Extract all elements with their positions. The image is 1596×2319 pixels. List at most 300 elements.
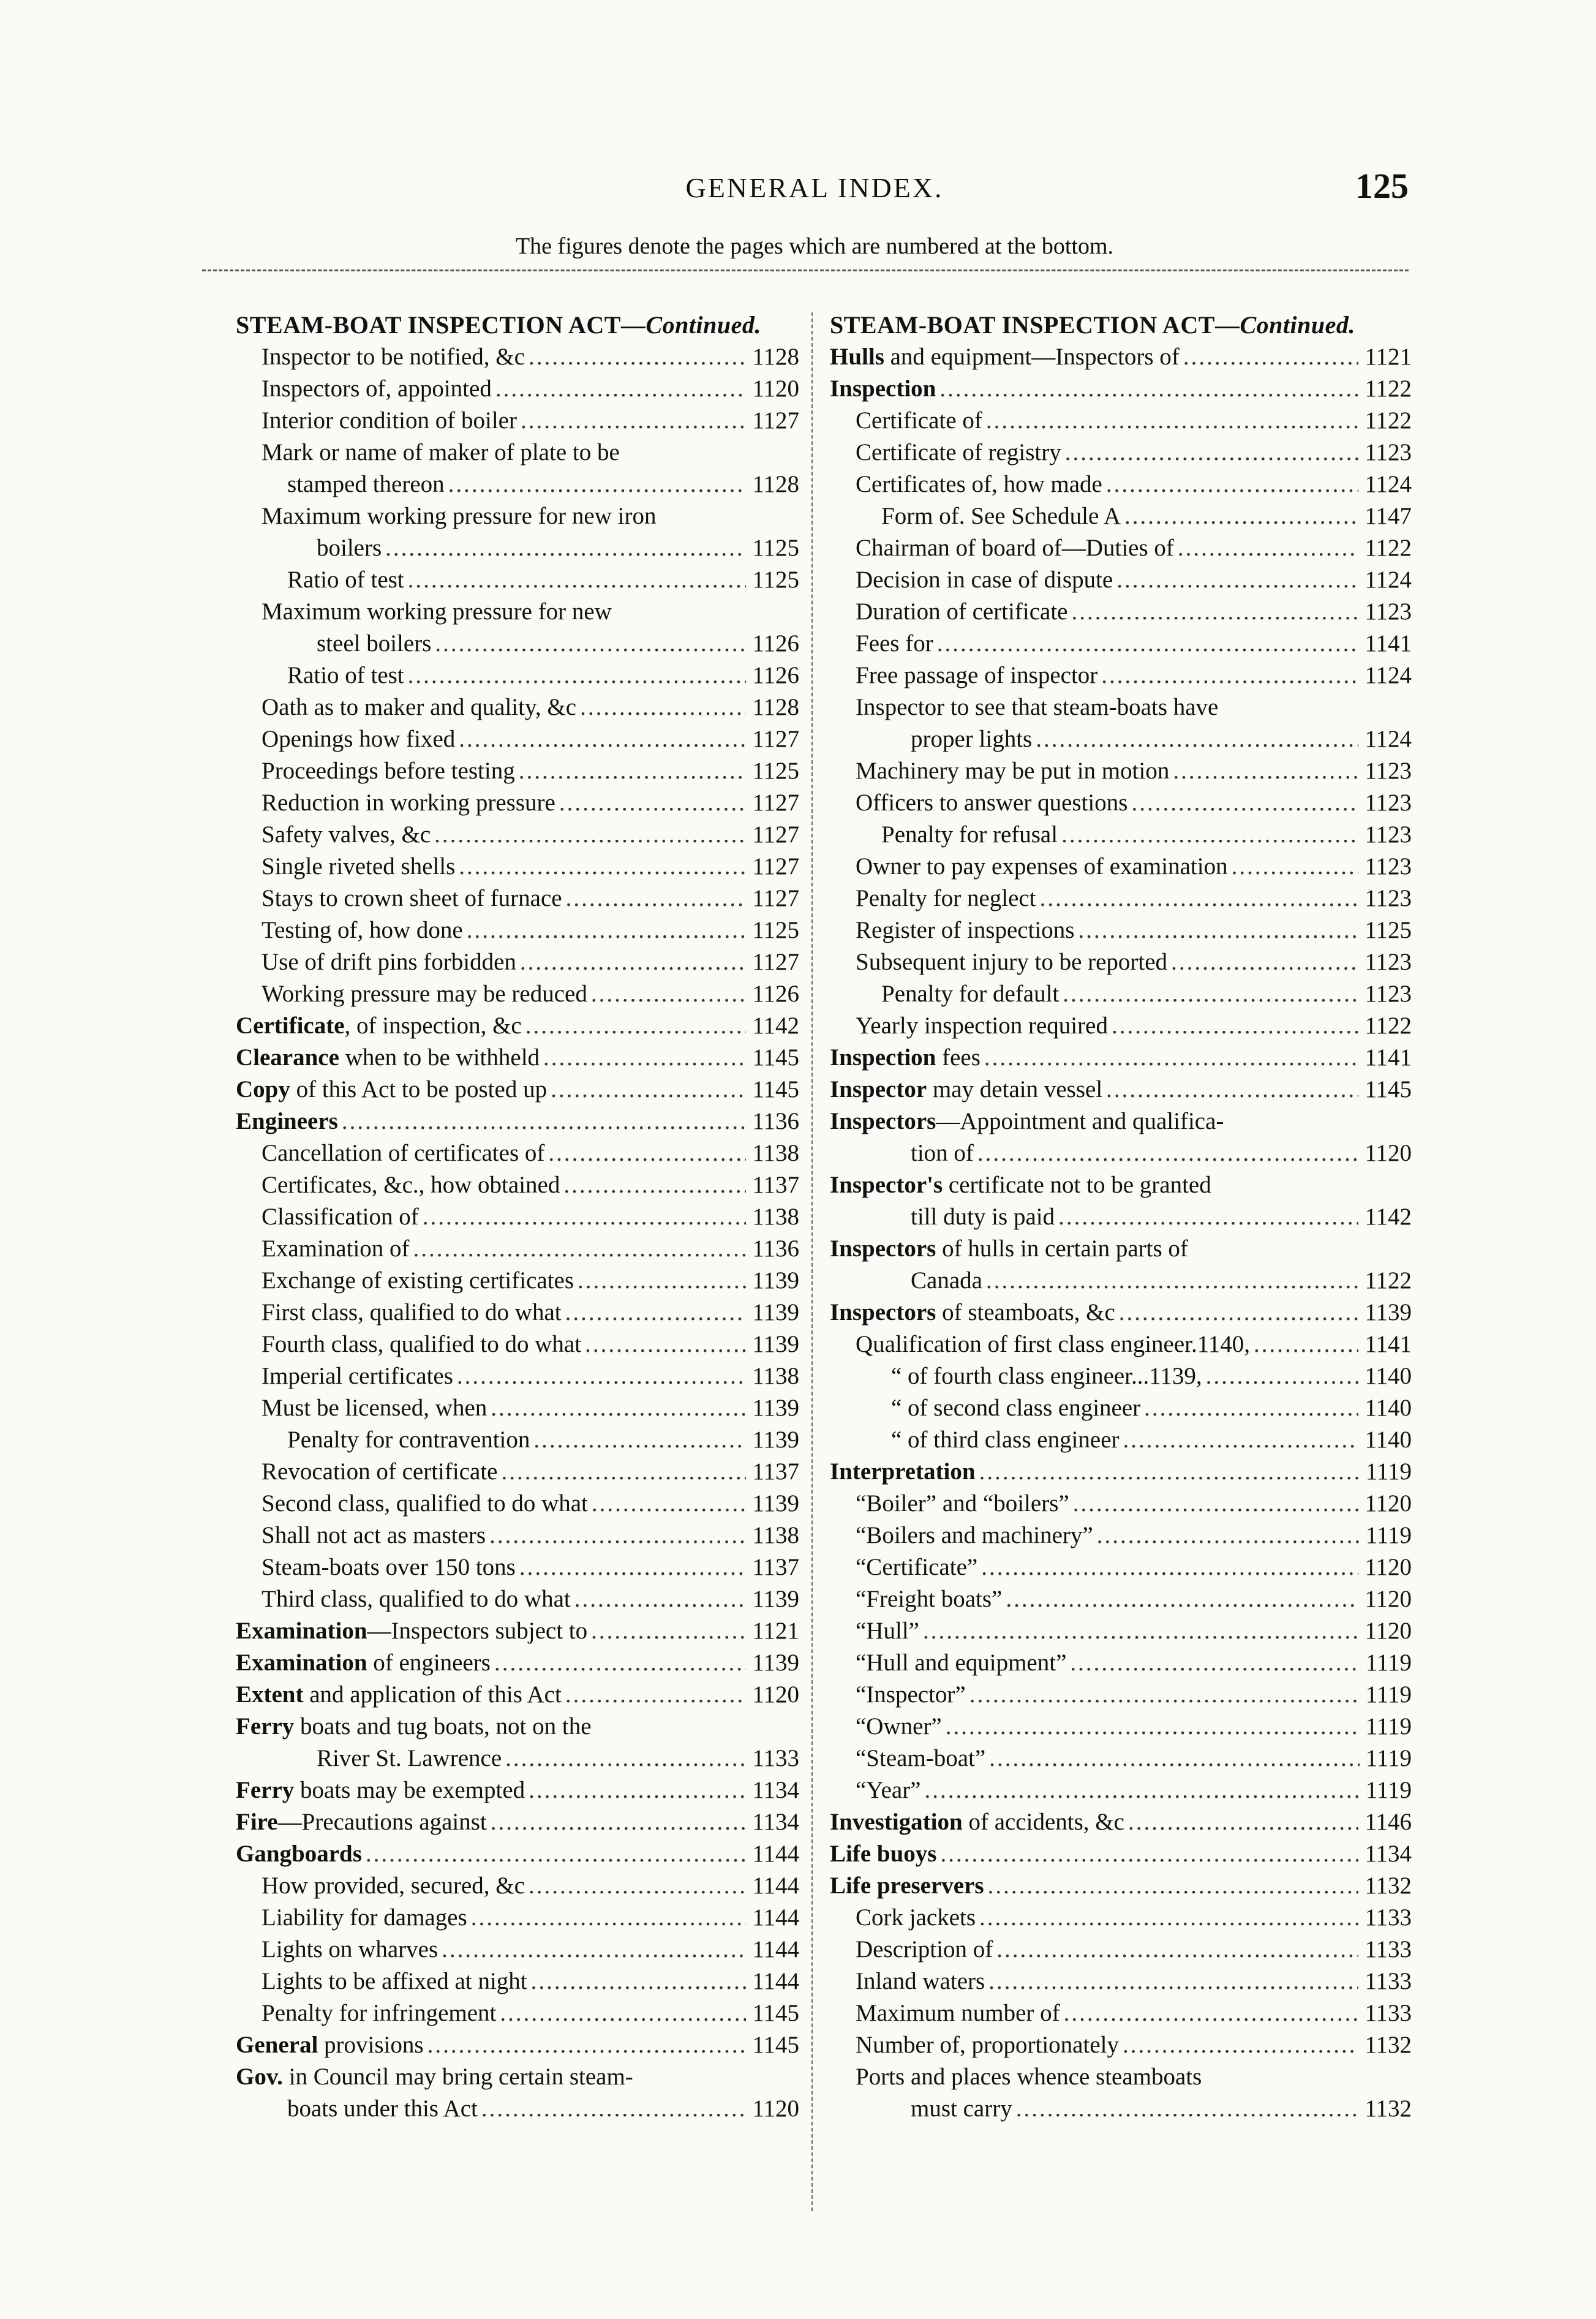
entry-description: Penalty for refusal <box>881 821 1058 848</box>
entry-description: Inspectors of, appointed <box>262 375 492 402</box>
entry-text <box>856 787 1127 819</box>
leader-dots <box>434 819 746 851</box>
entry-text <box>881 978 1059 1010</box>
entry-page-number: 1125 <box>1365 917 1412 943</box>
entry-page-number: 1120 <box>752 375 799 402</box>
entry-text <box>856 1743 985 1774</box>
leader-dots <box>408 564 747 596</box>
entry-text <box>881 819 1058 851</box>
entry-text <box>236 1806 487 1838</box>
index-entry <box>830 1329 1412 1360</box>
entry-page-number: 1120 <box>752 1681 799 1708</box>
leader-dots <box>979 1902 1358 1934</box>
leader-dots <box>1112 1010 1359 1042</box>
entry-text <box>856 1679 966 1711</box>
index-entry <box>830 564 1412 596</box>
entry-description: Free passage of inspector <box>856 662 1098 688</box>
leader-dots <box>520 946 747 978</box>
entry-text <box>317 1743 502 1774</box>
entry-description: Testing of, how done <box>262 917 463 943</box>
leader-dots <box>467 914 747 946</box>
index-entries-right <box>830 341 1412 2125</box>
index-entry <box>236 1456 799 1488</box>
entry-text <box>830 1042 981 1074</box>
entry-text <box>262 1297 562 1329</box>
index-entry <box>236 851 799 883</box>
entry-text <box>856 1774 921 1806</box>
leader-dots <box>1123 2029 1358 2061</box>
entry-keyword: Inspector's <box>830 1172 943 1198</box>
entry-text <box>911 1137 974 1169</box>
entry-text <box>317 628 431 660</box>
index-entry <box>830 437 1412 469</box>
entry-text <box>856 405 982 437</box>
entry-description: boats may be exempted <box>294 1777 525 1803</box>
leader-dots <box>448 469 747 500</box>
entry-text <box>262 755 515 787</box>
leader-dots <box>525 1010 747 1042</box>
leader-dots <box>578 1265 746 1297</box>
entry-text <box>236 1074 547 1106</box>
entry-page-number: 1139 <box>752 1267 799 1294</box>
leader-dots <box>427 2029 747 2061</box>
index-entry <box>830 692 1412 723</box>
index-entry <box>236 469 799 500</box>
entry-page-number: 1133 <box>752 1745 799 1771</box>
entry-description: River St. Lawrence <box>317 1745 502 1771</box>
index-entry <box>830 1265 1412 1297</box>
entry-description: Safety valves, &c <box>262 821 431 848</box>
entry-text <box>236 1679 562 1711</box>
entry-text <box>856 1010 1108 1042</box>
entry-text <box>262 405 517 437</box>
entry-page-number: 1124 <box>1365 471 1412 497</box>
entry-text <box>911 1201 1055 1233</box>
leader-dots <box>1072 596 1359 628</box>
entry-page-number: 1120 <box>1365 1586 1412 1612</box>
entry-description: Steam-boats over 150 tons <box>262 1554 516 1580</box>
leader-dots <box>385 532 746 564</box>
entry-page-number: 1119 <box>1365 1745 1412 1771</box>
leader-dots <box>1128 1806 1359 1838</box>
entry-page-number: 1146 <box>1365 1809 1412 1835</box>
column-heading-text: STEAM-BOAT INSPECTION ACT— <box>830 311 1240 339</box>
entry-description: Examination of <box>262 1235 410 1262</box>
index-entry <box>830 1743 1412 1774</box>
leader-dots <box>937 628 1359 660</box>
entry-description: Inland waters <box>856 1968 985 1994</box>
index-entry <box>236 2061 799 2093</box>
entry-page-number: 1139 <box>752 1299 799 1325</box>
index-entry <box>236 755 799 787</box>
entry-text <box>262 341 525 373</box>
entry-text <box>830 1838 936 1870</box>
entry-page-number: 1132 <box>1365 2032 1412 2058</box>
leader-dots <box>533 1424 746 1456</box>
entry-page-number: 1124 <box>1365 567 1412 593</box>
index-entry <box>236 946 799 978</box>
entry-text <box>262 723 455 755</box>
entry-page-number: 1127 <box>752 949 799 975</box>
leader-dots <box>996 1934 1358 1966</box>
entry-text <box>856 692 1218 723</box>
entry-page-number: 1119 <box>1365 1522 1412 1548</box>
entry-page-number: 1127 <box>752 790 799 816</box>
entry-text <box>287 469 445 500</box>
entry-description: “Certificate” <box>856 1554 978 1580</box>
entry-keyword: Extent <box>236 1681 304 1708</box>
leader-dots <box>491 1806 747 1838</box>
column-heading <box>236 309 799 341</box>
entry-text <box>262 1552 516 1583</box>
leader-dots <box>543 1042 746 1074</box>
entry-text <box>881 500 1121 532</box>
entry-text <box>830 1806 1124 1838</box>
entry-description: Lights to be affixed at night <box>262 1968 527 1994</box>
entry-text <box>856 1329 1250 1360</box>
entry-description: Fourth class, qualified to do what <box>262 1331 582 1357</box>
leader-dots <box>1124 500 1358 532</box>
entry-description: “Steam-boat” <box>856 1745 986 1771</box>
index-entry <box>236 564 799 596</box>
index-entry <box>830 1137 1412 1169</box>
index-entry <box>236 1137 799 1169</box>
entry-text <box>856 1583 1002 1615</box>
entry-text <box>911 1265 982 1297</box>
index-entry <box>830 946 1412 978</box>
entry-text <box>911 2093 1012 2125</box>
entry-keyword: Inspection <box>830 375 936 402</box>
entry-page-number: 1127 <box>752 853 799 880</box>
leader-dots <box>1232 851 1359 883</box>
leader-dots <box>1173 755 1358 787</box>
entry-page-number: 1126 <box>752 630 799 657</box>
entry-description: “Inspector” <box>856 1681 966 1708</box>
entry-page-number: 1123 <box>1365 790 1412 816</box>
index-entry <box>236 1360 799 1392</box>
entry-text <box>856 596 1068 628</box>
column-heading-continued: Continued. <box>646 311 761 339</box>
entry-description: boilers <box>317 535 382 561</box>
entry-description: “ of second class engineer <box>891 1395 1141 1421</box>
leader-dots <box>500 1997 746 2029</box>
entry-text <box>856 628 933 660</box>
leader-dots <box>495 373 747 405</box>
entry-page-number: 1121 <box>1365 344 1412 370</box>
leader-dots <box>505 1743 746 1774</box>
entry-text <box>262 946 516 978</box>
entry-page-number: 1132 <box>1365 1872 1412 1899</box>
index-entry <box>236 1583 799 1615</box>
entry-text <box>262 1583 571 1615</box>
entry-description: Description of <box>856 1936 993 1963</box>
entry-text <box>262 851 455 883</box>
entry-page-number: 1123 <box>1365 981 1412 1007</box>
entry-keyword: Examination <box>236 1618 367 1644</box>
entry-page-number: 1125 <box>752 758 799 784</box>
leader-dots <box>1078 914 1358 946</box>
index-entry <box>236 1711 799 1743</box>
leader-dots <box>925 1774 1360 1806</box>
entry-description: “Boilers and machinery” <box>856 1522 1093 1548</box>
entry-page-number: 1123 <box>1365 853 1412 880</box>
entry-text <box>856 1647 1066 1679</box>
index-entry <box>830 1456 1412 1488</box>
leader-dots <box>591 978 747 1010</box>
index-entry <box>236 1934 799 1966</box>
index-entry <box>236 1615 799 1647</box>
leader-dots <box>1183 341 1359 373</box>
entry-description: Ratio of test <box>287 567 404 593</box>
entry-text <box>856 437 1061 469</box>
entry-text <box>236 1838 362 1870</box>
index-entry <box>830 469 1412 500</box>
entry-description: Fees for <box>856 630 933 657</box>
entry-page-number: 1122 <box>1365 535 1412 561</box>
leader-dots <box>580 692 746 723</box>
entry-page-number: 1144 <box>752 1841 799 1867</box>
entry-text <box>262 883 562 914</box>
leader-dots <box>940 1838 1358 1870</box>
entry-text <box>262 1265 574 1297</box>
leader-dots <box>501 1456 746 1488</box>
entry-text <box>856 1902 976 1934</box>
index-entry <box>830 1552 1412 1583</box>
leader-dots <box>1119 1297 1359 1329</box>
entry-page-number: 1122 <box>1365 1267 1412 1294</box>
index-entry <box>830 1360 1412 1392</box>
entry-page-number: 1140 <box>1365 1395 1412 1421</box>
entry-page-number: 1132 <box>1365 2095 1412 2122</box>
entry-text <box>856 2029 1119 2061</box>
leader-dots <box>946 1711 1360 1743</box>
entry-page-number: 1120 <box>1365 1554 1412 1580</box>
entry-text <box>856 1520 1093 1552</box>
index-entry <box>830 819 1412 851</box>
index-entry <box>830 2029 1412 2061</box>
entry-description: provisions <box>318 2032 424 2058</box>
leader-dots <box>413 1233 747 1265</box>
entry-description: , of inspection, &c <box>344 1012 522 1039</box>
entry-page-number: 1127 <box>752 885 799 911</box>
entry-description: Owner to pay expenses of examination <box>856 853 1228 880</box>
index-entry <box>830 1806 1412 1838</box>
entry-text <box>830 1074 1102 1106</box>
entry-page-number: 1123 <box>1365 758 1412 784</box>
index-entry <box>830 1615 1412 1647</box>
leader-dots <box>1058 1201 1358 1233</box>
entry-description: boats and tug boats, not on the <box>294 1713 592 1740</box>
entry-page-number: 1144 <box>752 1904 799 1931</box>
entry-description: Subsequent injury to be reported <box>856 949 1168 975</box>
leader-dots <box>591 1615 746 1647</box>
entry-text <box>262 437 620 469</box>
entry-description: Reduction in working pressure <box>262 790 555 816</box>
leader-dots <box>1063 978 1358 1010</box>
entry-page-number: 1139 <box>752 1427 799 1453</box>
page-number: 125 <box>1355 166 1409 206</box>
entry-description: Form of. See Schedule A <box>881 503 1121 529</box>
index-entry <box>236 692 799 723</box>
entry-text <box>856 914 1074 946</box>
entry-page-number: 1137 <box>752 1458 799 1485</box>
entry-keyword: Inspectors <box>830 1108 936 1134</box>
entry-page-number: 1141 <box>1365 1044 1412 1071</box>
entry-description: —Inspectors subject to <box>367 1618 588 1644</box>
entry-description: Maximum number of <box>856 2000 1060 2026</box>
entry-description: “Year” <box>856 1777 921 1803</box>
entry-page-number: 1144 <box>752 1968 799 1994</box>
entry-text <box>287 1424 530 1456</box>
entry-keyword: Interpretation <box>830 1458 976 1485</box>
entry-page-number: 1123 <box>1365 439 1412 466</box>
entry-text <box>856 755 1169 787</box>
entry-page-number: 1139 <box>752 1650 799 1676</box>
entry-text <box>236 1711 592 1743</box>
entry-text <box>262 1520 486 1552</box>
entry-page-number: 1134 <box>1365 1841 1412 1867</box>
entry-page-number: 1139 <box>752 1331 799 1357</box>
entry-description: Maximum working pressure for new <box>262 598 612 625</box>
entry-page-number: 1119 <box>1365 1713 1412 1740</box>
entry-page-number: 1119 <box>1365 1650 1412 1676</box>
leader-dots <box>519 755 747 787</box>
entry-text <box>236 1010 522 1042</box>
index-entry <box>830 883 1412 914</box>
leader-dots <box>979 1456 1360 1488</box>
entry-page-number: 1133 <box>1365 2000 1412 2026</box>
entry-page-number: 1141 <box>1365 630 1412 657</box>
entry-text <box>856 1552 977 1583</box>
leader-dots <box>494 1647 746 1679</box>
leader-dots <box>459 723 746 755</box>
index-entry <box>830 1169 1412 1201</box>
index-entry <box>830 1583 1412 1615</box>
index-entry <box>830 787 1412 819</box>
index-entry <box>830 1201 1412 1233</box>
index-entry <box>236 500 799 532</box>
entry-page-number: 1139 <box>752 1395 799 1421</box>
entry-text <box>236 2029 424 2061</box>
index-entry <box>830 914 1412 946</box>
leader-dots <box>1131 787 1358 819</box>
index-entry <box>236 373 799 405</box>
entry-text <box>856 660 1097 692</box>
entry-text <box>262 1233 410 1265</box>
index-entry <box>236 1297 799 1329</box>
index-entry <box>236 341 799 373</box>
entry-text <box>262 1169 560 1201</box>
entry-text <box>856 469 1102 500</box>
entry-text <box>262 1902 467 1934</box>
entry-page-number: 1125 <box>752 535 799 561</box>
leader-dots <box>1206 1360 1359 1392</box>
entry-page-number: 1142 <box>1365 1204 1412 1230</box>
leader-dots <box>471 1902 747 1934</box>
index-entry <box>830 1074 1412 1106</box>
entry-description: Inspector to see that steam-boats have <box>856 694 1219 720</box>
index-entry <box>830 1106 1412 1137</box>
entry-description: “Owner” <box>856 1713 942 1740</box>
entry-description: Exchange of existing certificates <box>262 1267 574 1294</box>
index-entry <box>236 1042 799 1074</box>
leader-dots <box>459 851 746 883</box>
leader-dots <box>529 1870 746 1902</box>
entry-text <box>262 1201 419 1233</box>
index-entry <box>236 532 799 564</box>
entry-text <box>830 373 936 405</box>
entry-page-number: 1144 <box>752 1936 799 1963</box>
entry-description: Inspector to be notified, &c <box>262 344 525 370</box>
entry-description: Cancellation of certificates of <box>262 1140 545 1166</box>
index-entry <box>236 1552 799 1583</box>
entry-text <box>287 564 404 596</box>
entry-page-number: 1137 <box>752 1172 799 1198</box>
entry-page-number: 1127 <box>752 407 799 434</box>
entry-text <box>262 1392 487 1424</box>
entry-page-number: 1128 <box>752 694 799 720</box>
entry-description: “ of fourth class engineer...1139, <box>891 1363 1202 1389</box>
entry-description: and equipment—Inspectors of <box>884 344 1180 370</box>
entry-description: Penalty for contravention <box>287 1427 530 1453</box>
entry-text <box>236 1647 491 1679</box>
entry-page-number: 1140 <box>1365 1427 1412 1453</box>
entry-text <box>856 1934 993 1966</box>
leader-dots <box>939 373 1358 405</box>
leader-dots <box>565 1679 747 1711</box>
entry-page-number: 1122 <box>1365 1012 1412 1039</box>
entry-page-number: 1120 <box>1365 1618 1412 1644</box>
index-entry <box>236 787 799 819</box>
entry-text <box>891 1392 1140 1424</box>
entry-description: —Appointment and qualifica- <box>936 1108 1224 1134</box>
entry-text <box>262 787 555 819</box>
index-entry <box>830 628 1412 660</box>
index-entry <box>830 532 1412 564</box>
index-entry <box>236 1233 799 1265</box>
entry-keyword: Clearance <box>236 1044 339 1071</box>
leader-dots <box>1065 437 1359 469</box>
entry-text <box>262 1329 581 1360</box>
leader-dots <box>342 1106 747 1137</box>
entry-description: of accidents, &c <box>962 1809 1124 1835</box>
entry-description: of hulls in certain parts of <box>936 1235 1188 1262</box>
entry-text <box>262 596 612 628</box>
entry-page-number: 1122 <box>1365 375 1412 402</box>
entry-page-number: 1138 <box>752 1522 799 1548</box>
entry-description: stamped thereon <box>287 471 445 497</box>
entry-text <box>856 532 1174 564</box>
entry-description: Cork jackets <box>856 1904 976 1931</box>
entry-page-number: 1128 <box>752 471 799 497</box>
index-entry <box>236 1838 799 1870</box>
entry-description: Ports and places whence steamboats <box>856 2064 1202 2090</box>
entry-description: Canada <box>911 1267 982 1294</box>
entry-description: of engineers <box>367 1650 491 1676</box>
entry-text <box>856 2061 1202 2093</box>
index-entry <box>830 1966 1412 1997</box>
leader-dots <box>1073 1488 1359 1520</box>
entry-page-number: 1127 <box>752 821 799 848</box>
leader-dots <box>1070 1647 1359 1679</box>
leader-dots <box>1036 723 1358 755</box>
entry-description: Decision in case of dispute <box>856 567 1113 593</box>
entry-text <box>911 723 1032 755</box>
entry-description: Stays to crown sheet of furnace <box>262 885 562 911</box>
entry-page-number: 1142 <box>752 1012 799 1039</box>
entry-keyword: Ferry <box>236 1713 295 1740</box>
entry-text <box>236 1042 540 1074</box>
